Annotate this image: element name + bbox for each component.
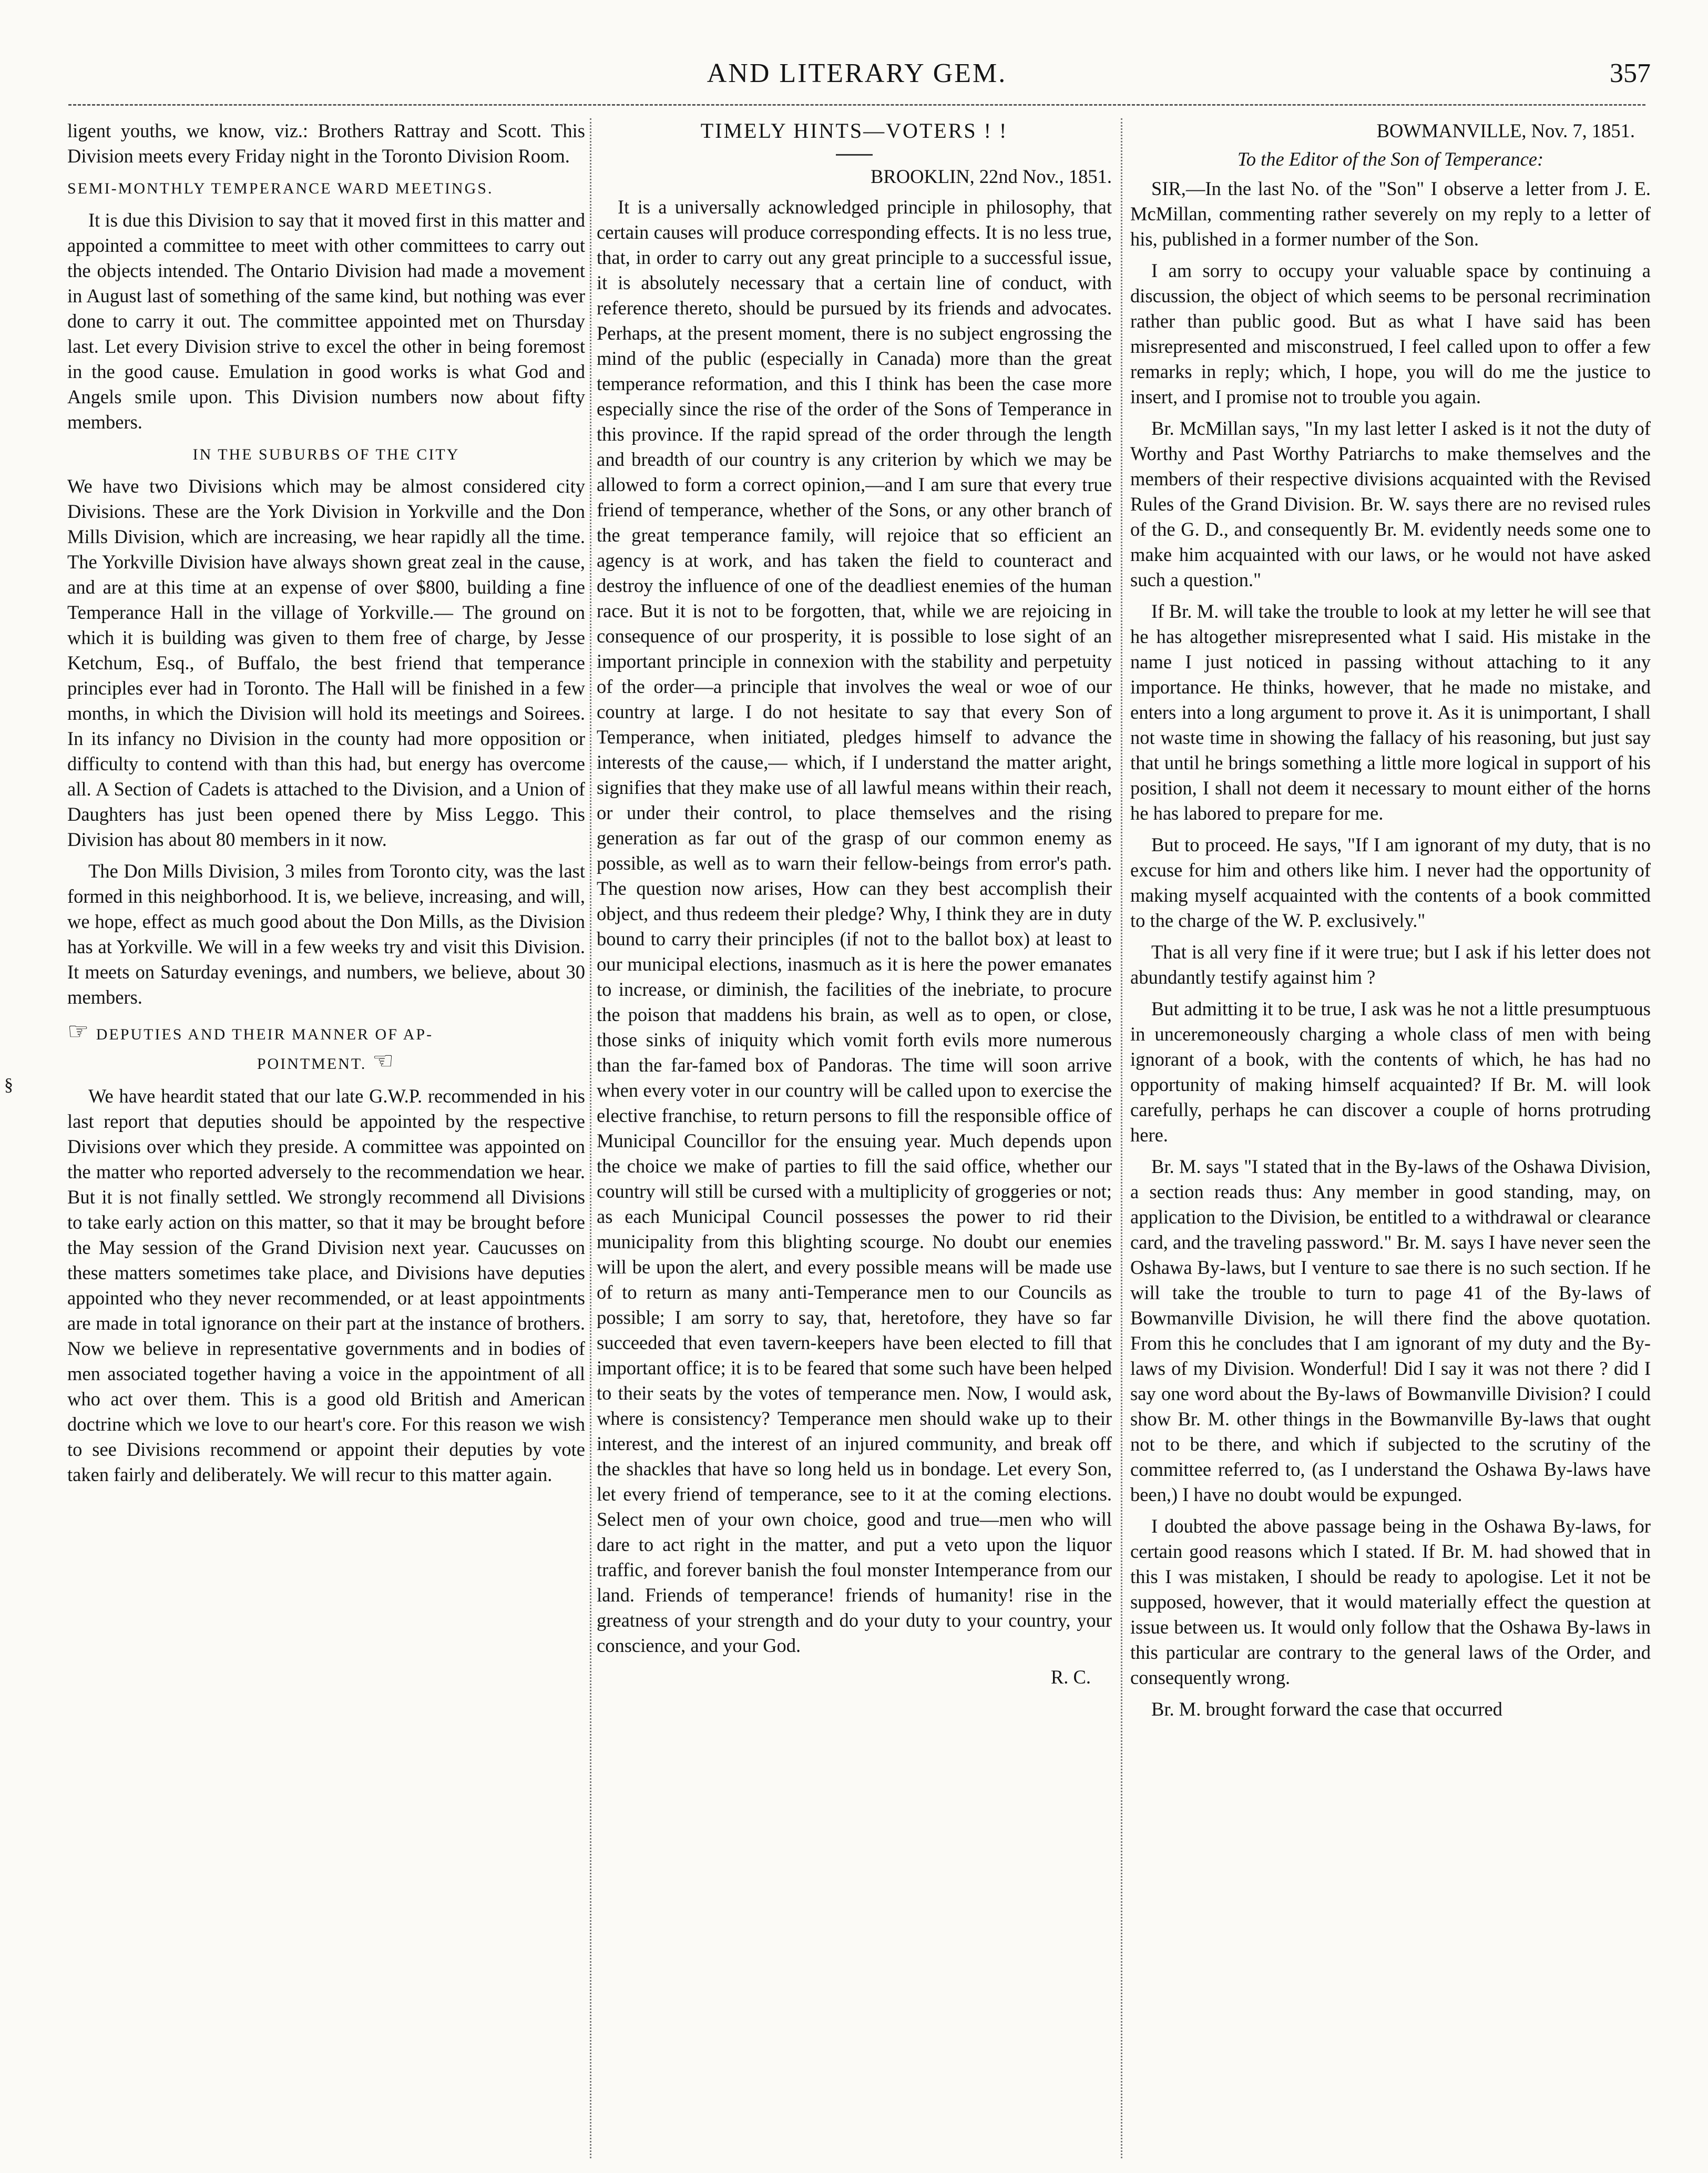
col2-paragraph-1: It is a universally acknowledged principle in philosophy, that certain causes will produce corresponding effects. It is no less true, that, in order to carry out any great principle to a successful issue, it is absolutely necessary that a certain line of conduct, with reference thereto, should be pursued by its friends and advocates. Perhaps, at the present moment, there is no subject engrossing the mind of the public (especially in Canada) more than the great temperance reformation, and this I think has been the case more especially since the rise of the order of the Sons of Temperance in this province. If the rapid spread of the order through the length and breadth of our country is any criterion by which we may be allowed to form a correct opinion,—and I am sure that every true friend of temperance, whether of the Sons, or any other branch of the great temperance family, will rejoice that so efficient an agency is at work, and has taken the field to counteract and destroy the influence of one of the deadliest enemies of the human race. But it is not to be forgotten, that, while we are rejoicing in consequence of our prosperity, it is possible to lose sight of an important principle in connexion with the stability and perpetuity of the order—a principle that involves the weal or woe of our country at large. I do not hesitate to say that every Son of Temperance, when initiated, pledges himself to advance the interests of the cause,— which, if I understand the matter aright, signifies that they make use of all lawful means within their reach, or under their control, to place themselves and the rising generation as far out of the grasp of our common enemy as possible, as well as to warn their fellow-beings from error's path. The question now arises, How can they best accomplish their object, and thus redeem their pledge? Why, I think they are in duty bound to carry their principles (if not to the ballot box) at least to our municipal elections, inasmuch as it is here the power emanates to increase, or diminish, the facilities of the inebriate, to procure the poison that maddens his brain, as well as to open, or close, those sinks of iniquity which vomit forth evils more numerous than the far-famed box of Pandoras. The time will soon arrive when every voter in our country will be called upon to exercise the elective franchise, to return persons to fill the responsible office of Municipal Councillor for the ensuing year. Much depends upon the choice we make of parties to fill the said office, whether our country will still be cursed with a multiplicity of groggeries or not; as each Municipal Council possesses the power to rid their municipality from this blighting scourge. No doubt our enemies will be upon the alert, and every possible means will be made use of to return as many anti-Temperance men to our Councils as possible; I am sorry to say, that, heretofore, they have so far succeeded that even tavern-keepers have been elected to fill that important office; it is to be feared that some such have been helped to their seats by the votes of temperance men. Now, I would ask, where is consistency? Temperance men should wake up to their interest, and the interest of an injured community, and break off the shackles that have so long held us in bondage. Let every Son, let every friend of temperance, see to it at the coming elections. Select men of your own choice, good and true—men who will dare to act right in the matter, and put a veto upon the liquor traffic, and forever banish the foul monster Intemperance from our land. Friends of temperance! friends of humanity! rise in the greatness of your strength and do your duty to your country, your conscience, and your God. <box>597 196 1112 1656</box>
margin-mark: § <box>4 1075 13 1095</box>
pointing-hand-left-icon: ☜ <box>372 1047 396 1074</box>
col1-paragraph-5: We have heardit stated that our late G.W.P. recommended in his last report that deputies should be appointed by the respective Divisions over which they preside. A committee was appointed on the matter who reported adversely to the recommendation we hear. But it is not finally settled. We strongly recommend all Divisions to take early action on this matter, so that it may be brought before the May session of the Grand Division next year. Caucusses on these matters sometimes take place, and Divisions have deputies appointed who they never recommended, or at least appointments are made in total ignorance on their part at the instance of brothers. Now we believe in representative governments and in bodies of men associated together having a voice in the appointment of all who act over them. This is a good old British and American doctrine which we love to our heart's core. For this reason we wish to see Divisions recommend or appoint their deputies by vote taken fairly and deliberately. We will recur to this matter again. <box>67 1085 585 1485</box>
col3-paragraph-6: That is all very fine if it were true; but I ask if his letter does not abundantly testify against him ? <box>1130 941 1651 988</box>
col3-paragraph-7: But admitting it to be true, I ask was he not a little presumptuous in unceremoneously charging a whole class of men with being ignorant of a book, with the contents of which, he has had no opportunity of making himself acquainted? If Br. M. will look carefully, perhaps he can discover a couple of horns protruding here. <box>1130 998 1651 1146</box>
heading-deputies-line-1: DEPUTIES AND THEIR MANNER OF AP- <box>96 1026 434 1043</box>
column-rule-2 <box>1121 118 1122 2158</box>
heading-deputies <box>67 1018 585 1077</box>
pointing-hand-right-icon: ☞ <box>67 1018 91 1045</box>
heading-semi-monthly-meetings: SEMI-MONTHLY TEMPERANCE WARD MEETINGS. <box>67 180 494 197</box>
running-head: AND LITERARY GEM. <box>707 58 1007 88</box>
page-header <box>63 58 1651 100</box>
salutation: To the Editor of the Son of Temperance: <box>1237 148 1544 170</box>
dateline-bowmanville: BOWMANVILLE, Nov. 7, 1851. <box>1376 120 1635 141</box>
column-rule-1 <box>590 118 591 2158</box>
col1-paragraph-2: It is due this Division to say that it moved first in this matter and appointed a committee to meet with other committees to carry out the objects intended. The Ontario Division had made a movement in August last of something of the same kind, but nothing was ever done to carry it out. The committee appointed met on Thursday last. Let every Division strive to excel the other in being foremost in the good cause. Emulation in good works is what God and Angels smile upon. This Division numbers now about fifty members. <box>67 209 585 433</box>
col3-paragraph-4: If Br. M. will take the trouble to look at my letter he will see that he has altogether misrepresented what I said. His mistake in the name I just noticed in passing without attaching to it any importance. He thinks, however, that he made no mistake, and enters into a long argument to prove it. As it is unimportant, I shall not waste time in showing the fallacy of his reasoning, but just say that until he brings something a little more logical in support of his position, I shall not deem it necessary to mount either of the horns he has labored to prepare for me. <box>1130 600 1651 824</box>
col3-paragraph-1: SIR,—In the last No. of the "Son" I observe a letter from J. E. McMillan, commenting rather severely on my reply to a letter of his, published in a former number of the Son. <box>1130 178 1651 250</box>
col3-paragraph-8: Br. M. says "I stated that in the By-laws of the Oshawa Division, a section reads thus: Any member in good standing, may, on application to the Division, be entitled to a withdrawal or clearance card, and the traveling password." Br. M. says I have never seen the Oshawa By-laws, but I venture to sae there is no such section. If he will take the trouble to turn to page 41 of the By-laws of Bowmanville Division, he will there find the above quotation. From this he concludes that I am ignorant of my duty and the By-laws of my Division. Wonderful! Did I say it was not there ? did I say one word about the By-laws of Bowmanville Division? I could show Br. M. other things in the Bowmanville By-laws that ought not to be there, and which if subjected to the scrutiny of the committee referred to, (as I understand the Oshawa By-laws have been,) I have no doubt would be expunged. <box>1130 1156 1651 1505</box>
col1-paragraph-3: We have two Divisions which may be almost considered city Divisions. These are the York Division in Yorkville and the Don Mills Division, which are increasing, we hear rapidly all the time. The Yorkville Division have always shown great zeal in the cause, and are at this time at an expense of over $800, building a fine Temperance Hall in the village of Yorkville.— The ground on which it is building was given to them free of charge, by Jesse Ketchum, Esq., of Buffalo, the best friend that temperance principles ever had in Toronto. The Hall will be finished in a few months, in which the Division will hold its meetings and Soirees. In its infancy no Division in the county had more opposition or difficulty to contend with than this had, but energy has overcome all. A Section of Cadets is attached to the Division, and a Union of Daughters has just been opened there by Miss Leggo. This Division has about 80 members in it now. <box>67 475 585 850</box>
signature-rc: R. C. <box>1050 1666 1091 1688</box>
col3-paragraph-2: I am sorry to occupy your valuable space by continuing a discussion, the object of which seems to be personal recrimination rather than public good. But as what I have said has been misrepresented and misconstrued, I feel called upon to offer a few remarks in reply; which, I hope, you will do me the justice to insert, and I promise not to trouble you again. <box>1130 260 1651 407</box>
col3-paragraph-3: Br. McMillan says, "In my last letter I asked is it not the duty of Worthy and Past Worthy Patriarchs to make themselves and the members of their respective divisions acquainted with the Revised Rules of the Grand Division. Br. W. says there are no revised rules of the G. D., and consequently Br. M. evidently needs some one to make him acquainted with our laws, or he would not have asked such a question." <box>1130 417 1651 590</box>
heading-suburbs: IN THE SUBURBS OF THE CITY <box>192 446 460 463</box>
header-rule <box>68 104 1645 106</box>
article-title-timely-hints: TIMELY HINTS—VOTERS ! ! <box>700 119 1008 142</box>
col3-paragraph-9: I doubted the above passage being in the Oshawa By-laws, for certain good reasons which I stated. If Br. M. had showed that in this I was mistaken, I should be ready to apologise. Let it not be supposed, however, that it would materially effect the question at issue between us. It would only follow that the Oshawa By-laws in this particular are contrary to the general laws of the Order, and consequently wrong. <box>1130 1515 1651 1688</box>
col3-paragraph-10: Br. M. brought forward the case that occurred <box>1151 1698 1502 1720</box>
col1-paragraph-1: ligent youths, we know, viz.: Brothers Rattray and Scott. This Division meets every Friday night in the Toronto Division Room. <box>67 120 585 167</box>
col1-paragraph-4: The Don Mills Division, 3 miles from Toronto city, was the last formed in this neighborhood. It is, we believe, increasing, and will, we hope, effect as much good about the Don Mills, as the Division has at Yorkville. We will in a few weeks try and visit this Division. It meets on Saturday evenings, and numbers, we believe, about 30 members. <box>67 860 585 1008</box>
title-rule <box>836 154 873 156</box>
column-1 <box>67 118 585 2158</box>
heading-deputies-line-2: POINTMENT. <box>257 1055 367 1073</box>
column-3 <box>1130 118 1651 2158</box>
dateline-brooklin: BROOKLIN, 22nd Nov., 1851. <box>871 166 1112 187</box>
page-number: 357 <box>1610 58 1651 88</box>
column-2 <box>597 118 1112 2158</box>
col3-paragraph-5: But to proceed. He says, "If I am ignorant of my duty, that is no excuse for him and others like him. I never had the opportunity of making myself acquainted with the contents of a book committed to the charge of the W. P. exclusively." <box>1130 834 1651 931</box>
